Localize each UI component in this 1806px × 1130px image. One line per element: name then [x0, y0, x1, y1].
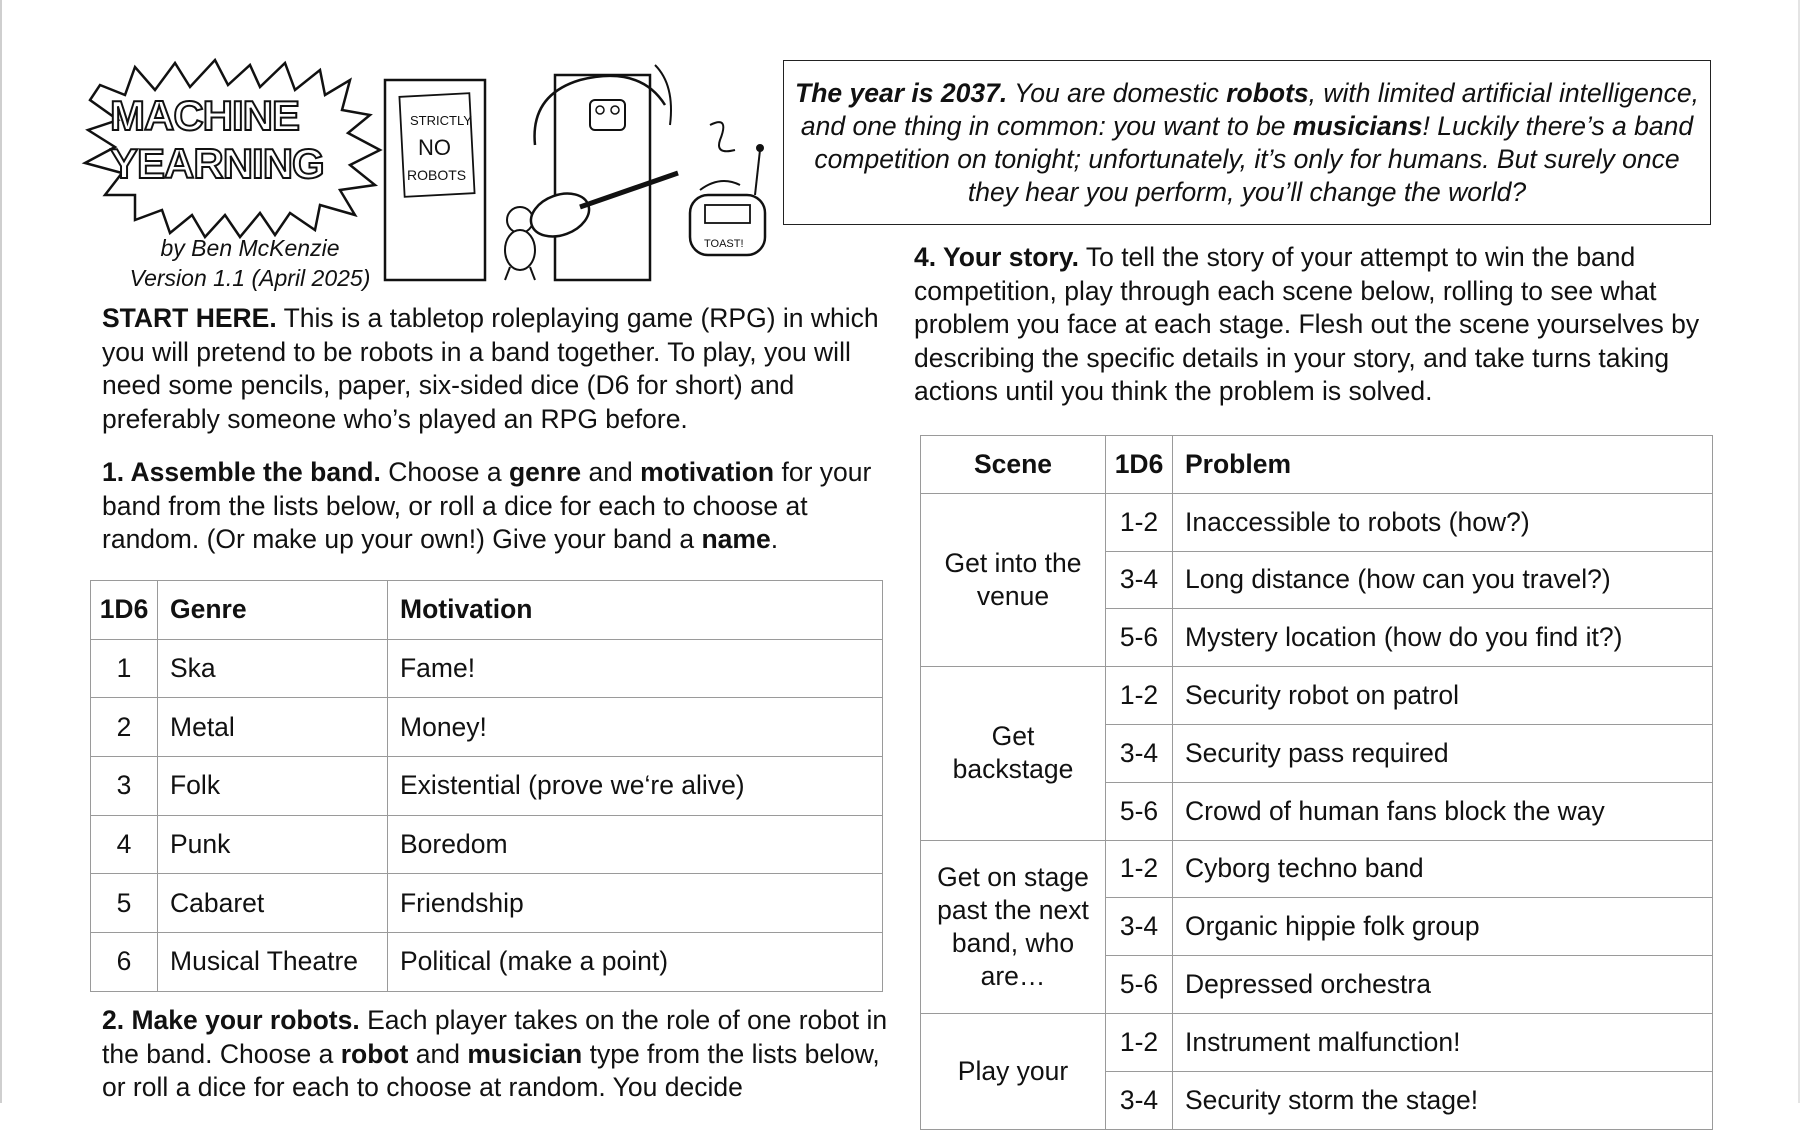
step1-paragraph	[102, 456, 892, 557]
cell-motivation: Fame!	[388, 639, 883, 698]
step4-heading: 4. Your story.	[914, 242, 1079, 272]
table-row	[91, 874, 883, 933]
cell-roll: 3-4	[1106, 551, 1173, 609]
page-edge-right	[1798, 0, 1800, 1103]
svg-text:NO: NO	[418, 135, 451, 160]
scene-cell: Get backstage	[921, 667, 1106, 840]
intro-musicians: musicians	[1292, 111, 1423, 141]
svg-text:STRICTLY: STRICTLY	[410, 113, 472, 128]
step1-text-c: for your band from the lists below, or roll a dice for each to choose at random. (Or make up your own!) Give your band a	[102, 457, 872, 554]
cell-problem: Cyborg techno band	[1173, 840, 1713, 898]
step4-paragraph	[914, 241, 1714, 409]
cell-roll: 5	[91, 874, 158, 933]
cell-roll: 5-6	[1106, 782, 1173, 840]
cell-genre: Folk	[158, 757, 388, 816]
cell-motivation: Boredom	[388, 815, 883, 874]
step1-name: name	[701, 524, 771, 554]
story-table	[920, 435, 1713, 1130]
step2-musician: musician	[467, 1038, 583, 1069]
step1-heading: 1. Assemble the band.	[102, 457, 381, 487]
table-row	[91, 639, 883, 698]
intro-box	[783, 60, 1711, 225]
header-scene: Scene	[921, 436, 1106, 494]
byline	[100, 233, 400, 293]
cell-roll: 6	[91, 933, 158, 992]
table-row	[91, 757, 883, 816]
cell-problem: Inaccessible to robots (how?)	[1173, 493, 1713, 551]
header-1d6: 1D6	[91, 581, 158, 640]
step2-text-c: type from the lists below, or roll a dice for each to choose at random. You decide	[102, 1038, 880, 1102]
scene-cell: Play your	[921, 1013, 1106, 1129]
table-header-row	[921, 436, 1713, 494]
cell-problem: Security pass required	[1173, 724, 1713, 782]
band-table	[90, 580, 883, 992]
cell-genre: Cabaret	[158, 874, 388, 933]
step4-text: To tell the story of your attempt to win the band competition, play through each scene below, rolling to see what problem you face at each stage. Flesh out the scene yourselves by describing the specific details in your story, and take turns taking actions until you think the problem is solved.	[914, 242, 1700, 406]
scene-cell: Get on stage past the next band, who are…	[921, 840, 1106, 1013]
cell-roll: 3-4	[1106, 1071, 1173, 1129]
cell-genre: Metal	[158, 698, 388, 757]
start-here-paragraph	[102, 302, 882, 436]
header-1d6: 1D6	[1106, 436, 1173, 494]
intro-text-c: ! Luckily there’s a band competition on tonight; unfortunately, it’s only for humans. But surely once they hear you perform, you’ll change the world?	[814, 111, 1694, 207]
cell-problem: Mystery location (how do you find it?)	[1173, 609, 1713, 667]
author: by Ben McKenzie	[160, 235, 340, 261]
cell-genre: Ska	[158, 639, 388, 698]
header-motivation: Motivation	[388, 581, 883, 640]
table-row	[91, 815, 883, 874]
cell-problem: Security storm the stage!	[1173, 1071, 1713, 1129]
start-heading: START HERE.	[102, 303, 277, 333]
cell-roll: 1-2	[1106, 493, 1173, 551]
cell-problem: Depressed orchestra	[1173, 956, 1713, 1014]
cell-roll: 5-6	[1106, 609, 1173, 667]
cell-genre: Punk	[158, 815, 388, 874]
cell-problem: Instrument malfunction!	[1173, 1013, 1713, 1071]
svg-text:ROBOTS: ROBOTS	[407, 167, 467, 183]
cell-roll: 4	[91, 815, 158, 874]
intro-bold: The year is 2037.	[795, 78, 1008, 108]
header-problem: Problem	[1173, 436, 1713, 494]
start-text: This is a tabletop roleplaying game (RPG) in which you will pretend to be robots in a band together. To play, you will need some pencils, paper, six-sided dice (D6 for short) and preferably someone who’s played an RPG before.	[102, 303, 879, 434]
table-header-row	[91, 581, 883, 640]
step1-text-b: and	[581, 457, 641, 487]
table-row	[91, 698, 883, 757]
cell-roll: 5-6	[1106, 956, 1173, 1014]
step1-text-d: .	[770, 524, 779, 554]
table-row	[921, 493, 1713, 551]
step2-heading: 2. Make your robots.	[102, 1005, 360, 1035]
step2-paragraph	[102, 1004, 892, 1105]
cell-roll: 1-2	[1106, 840, 1173, 898]
cell-problem: Security robot on patrol	[1173, 667, 1713, 725]
cell-problem: Crowd of human fans block the way	[1173, 782, 1713, 840]
cell-motivation: Existential (prove we‘re alive)	[388, 757, 883, 816]
cell-roll: 3-4	[1106, 724, 1173, 782]
logo-title-line1: MACHINE	[110, 92, 299, 139]
table-row	[921, 1013, 1713, 1071]
cell-roll: 3	[91, 757, 158, 816]
scene-cell: Get into the venue	[921, 493, 1106, 666]
table-row	[921, 840, 1713, 898]
table-row	[91, 933, 883, 992]
intro-text-b: , with limited artificial intelligence, and one thing in common: you want to be	[800, 78, 1699, 141]
page-edge-left	[0, 0, 2, 1103]
cell-roll: 1-2	[1106, 667, 1173, 725]
step2-text-b: and	[408, 1038, 468, 1069]
cell-roll: 2	[91, 698, 158, 757]
version: Version 1.1 (April 2025)	[129, 265, 371, 291]
cell-roll: 1	[91, 639, 158, 698]
cell-roll: 3-4	[1106, 898, 1173, 956]
step2-text-a: Each player takes on the role of one robot in the band. Choose a	[102, 1005, 888, 1069]
cell-motivation: Money!	[388, 698, 883, 757]
step2-robot: robot	[340, 1038, 409, 1069]
table-row	[921, 667, 1713, 725]
cell-motivation: Friendship	[388, 874, 883, 933]
step1-genre: genre	[509, 457, 582, 487]
header-genre: Genre	[158, 581, 388, 640]
cell-genre: Musical Theatre	[158, 933, 388, 992]
cell-roll: 1-2	[1106, 1013, 1173, 1071]
logo-title-line2: YEARNING	[110, 140, 324, 187]
step1-text-a: Choose a	[380, 457, 509, 487]
cell-problem: Long distance (how can you travel?)	[1173, 551, 1713, 609]
svg-text:TOAST!: TOAST!	[704, 238, 744, 250]
intro-text-a: You are domestic	[1007, 78, 1227, 108]
step1-motivation: motivation	[640, 457, 775, 487]
cell-problem: Organic hippie folk group	[1173, 898, 1713, 956]
cell-motivation: Political (make a point)	[388, 933, 883, 992]
intro-robots: robots	[1226, 78, 1309, 108]
